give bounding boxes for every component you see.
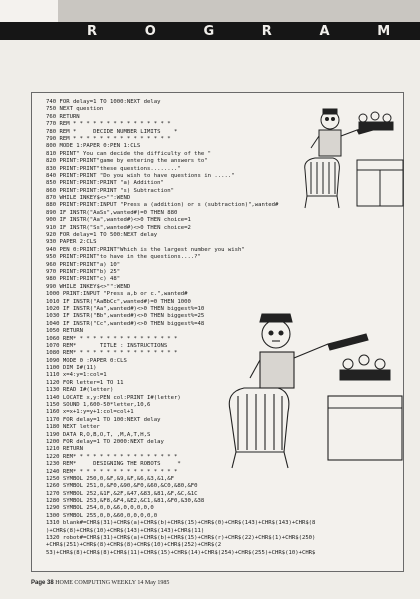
code-line: 940 PEN 0:PRINT:PRINT"Which is the largest number you wish" [46,246,245,253]
banner-letter: R [87,23,98,39]
code-line: 1140 LOCATE x,y:PEN col:PRINT I#(letter) [46,394,181,401]
code-line: 1280 SYMBOL 253,&F8,&F4,&E2,&C1,&81,&F0,&30,&38 [46,498,205,505]
code-line: 1080 REM* * * * * * * * * * * * * * * * [46,350,178,357]
code-line: 930 PAPER 2:CLS [46,239,97,246]
code-line: 1220 REM* * * * * * * * * * * * * * * * [46,453,178,460]
code-line: 1260 SYMBOL 251,0,&F0,&90,&F0,&60,&C0,&80,&F0 [46,483,198,490]
code-line: 1000 PRINT:INPUT "Press a,b or c.",wanted# [46,291,188,298]
code-line: 870 WHILE INKEY$<>"":WEND [46,195,131,202]
code-line: 1200 FOR delay=1 TO 2000:NEXT delay [46,438,164,445]
code-line: 750 NEXT question [46,106,104,113]
code-line: 920 FOR delay=1 TO 500:NEXT delay [46,232,158,239]
code-line: 970 PRINT:PRINT"b) 25" [46,268,121,275]
code-line: 1150 SOUND 1,600-50*letter,10,6 [46,402,151,409]
code-line: 1050 RETURN [46,328,84,335]
code-line: 1230 REM* DESIGNING THE ROBOTS * [46,461,181,468]
code-line: 780 REM * DECIDE NUMBER LIMITS * [46,128,178,135]
code-line: 800 MODE 1:PAPER 0:PEN 1:CLS [46,143,141,150]
page-footer [31,580,404,590]
code-line: 950 PRINT:PRINT"to have in the questions....?" [46,254,201,261]
code-line: 960 PRINT:PRINT"a) 10" [46,261,121,268]
code-line: +CHR$(251)+CHR$(8)+CHR$(8)+CHR$(10)+CHR$(252)+CHR$(2 [46,542,222,549]
code-line: 1060 REM* * * * * * * * * * * * * * * * [46,335,178,342]
code-line: 820 PRINT:PRINT"game by entering the answers to" [46,158,208,165]
code-line: 1300 SYMBOL 255,0,0,&60,0,0,0,0,0 [46,512,158,519]
banner-letter: R [261,23,272,39]
code-line: 860 PRINT:PRINT:PRINT "s) Subtraction" [46,187,174,194]
basic-program-listing [46,99,404,571]
code-line: 1240 REM* * * * * * * * * * * * * * * * [46,468,178,475]
code-line: 910 IF INSTR("Ss",wanted#)<>0 THEN choice=2 [46,224,191,231]
code-line: 1210 RETURN [46,446,84,453]
code-line: 1040 IF INSTR("Cc",wanted#)<>0 THEN biggest%=48 [46,320,205,327]
code-line: 1110 x=4:y=1:col=1 [46,372,107,379]
banner-letter: O [144,23,156,39]
publication-credit: HOME COMPUTING WEEKLY 14 May 1985 [55,580,170,586]
code-line: 790 REM * * * * * * * * * * * * * * * [46,135,171,142]
page-number: Page 38 [31,580,54,586]
code-line: 850 PRINT:PRINT:PRINT "a) Addition" [46,180,164,187]
banner-letter: G [203,23,215,39]
program-banner [0,0,420,46]
code-line: 1130 READ I#(letter) [46,387,114,394]
code-line: 1100 DIM I#(11) [46,365,97,372]
code-line: 1160 x=x+1:y=y+1:col=col+1 [46,409,134,416]
code-line: 1030 IF INSTR("Bb",wanted#)<>0 THEN biggest%=25 [46,313,205,320]
code-line: 740 FOR delay=1 TO 1000:NEXT delay [46,99,161,105]
code-line: 1270 SYMBOL 252,&1F,&2F,&47,&83,&81,&F,&C,&1C [46,490,198,497]
code-line: 810 PRINT" You can decide the difficulty of the " [46,150,212,157]
banner-gray-strip [0,0,420,22]
code-line: 1090 MODE 0 :PAPER 0:CLS [46,357,127,364]
code-line: 1250 SYMBOL 250,0,&F,&9,&F,&6,&3,&1,&F [46,475,174,482]
code-line: 1310 blank#=CHR$(31)+CHR$(a)+CHR$(b)+CHR$(15)+CHR$(0)+CHR$(143)+CHR$(143)+CHR$(8 [46,520,316,527]
code-line: )+CHR$(8)+CHR$(10)+CHR$(143)+CHR$(143)+CHR$(11) [46,527,205,534]
code-line: 53)+CHR$(8)+CHR$(8)+CHR$(11)+CHR$(15)+CHR$(14)+CHR$(254)+CHR$(255)+CHR$(10)+CHR$ [46,549,316,556]
code-line: 1320 robot#=CHR$(31)+CHR$(a)+CHR$(b)+CHR$(15)+CHR$(r)+CHR$(22)+CHR$(1)+CHR$(250) [46,535,316,542]
code-line: 990 WHILE INKEY$<>"":WEND [46,283,131,290]
code-line: 900 IF INSTR("Aa",wanted#)<>0 THEN choice=1 [46,217,191,224]
code-line: 770 REM * * * * * * * * * * * * * * * [46,121,171,128]
code-line: 1120 FOR letter=1 TO 11 [46,379,124,386]
code-line: 1170 FOR delay=1 TO 100:NEXT delay [46,416,161,423]
code-line: 1070 REM* TITLE : INSTRUCTIONS [46,342,168,349]
banner-letter: P [29,23,40,39]
code-line: 980 PRINT:PRINT"c) 48" [46,276,121,283]
code-line: 1180 NEXT letter [46,424,100,431]
code-line: 830 PRINT:PRINT"these questions........" [46,165,181,172]
code-line: 760 RETURN [46,113,80,120]
banner-letter: A [319,23,330,39]
code-line: 890 IF INSTR("AaSs",wanted#)=0 THEN 880 [46,209,178,216]
code-line: 880 PRINT:PRINT:INPUT "Press a (addition) or s (subtraction)",wanted# [46,202,279,209]
banner-letter: M [377,23,391,39]
code-line: 1020 IF INSTR("Aa",wanted#)<>0 THEN biggest%=10 [46,305,205,312]
code-line: 1190 DATA R,O,B,O,T, ,M,A,T,H,S [46,431,151,438]
banner-title [0,22,420,40]
code-line: 840 PRINT:PRINT "Do you wish to have questions in ....." [46,172,235,179]
code-line: 1290 SYMBOL 254,0,0,&6,0,0,0,0,0 [46,505,154,512]
code-line: 1010 IF INSTR("AaBbCc",wanted#)=0 THEN 1000 [46,298,191,305]
